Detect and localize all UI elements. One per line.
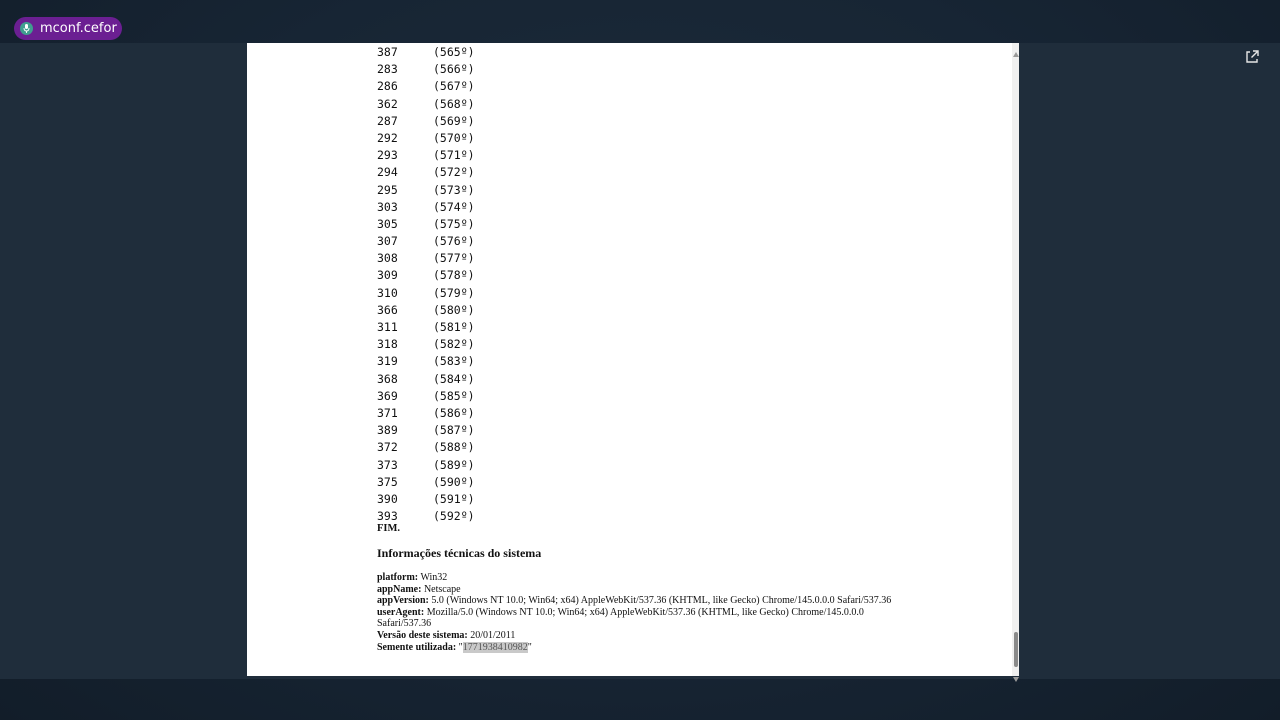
item-rank: (581º) <box>433 320 475 334</box>
item-number: 309 <box>377 268 398 283</box>
list-item <box>377 113 475 130</box>
item-number: 393 <box>377 509 398 524</box>
list-item <box>377 164 475 181</box>
list-item <box>377 336 475 353</box>
end-marker: FIM. <box>377 523 401 534</box>
platform-label: platform: <box>377 572 419 583</box>
list-item <box>377 371 475 388</box>
item-rank: (577º) <box>433 251 475 266</box>
item-rank: (584º) <box>433 371 475 386</box>
item-rank: (587º) <box>433 423 475 438</box>
version-line <box>377 630 897 642</box>
item-rank: (583º) <box>433 354 475 369</box>
item-number: 307 <box>377 234 398 249</box>
item-number: 292 <box>377 130 398 145</box>
document-scrollbar[interactable] <box>1012 43 1019 676</box>
item-number: 318 <box>377 337 398 352</box>
item-rank: (588º) <box>433 440 475 455</box>
appversion-value: 5.0 (Windows NT 10.0; Win64; x64) AppleWebKit/537.36 (KHTML, like Gecko) Chrome/145.0.0.0 Safari/537.36 <box>431 595 892 607</box>
list-item <box>377 216 475 233</box>
session-badge[interactable] <box>14 17 122 40</box>
item-rank: (585º) <box>433 388 475 403</box>
item-number: 389 <box>377 423 398 438</box>
seed-label: Semente utilizada: <box>377 641 457 653</box>
list-item <box>377 439 475 456</box>
item-rank: (566º) <box>433 62 475 77</box>
item-number: 390 <box>377 491 398 506</box>
list-item <box>377 388 475 405</box>
item-rank: (569º) <box>433 113 475 128</box>
item-rank: (574º) <box>433 199 475 214</box>
system-info <box>377 572 897 653</box>
version-value: 20/01/2011 <box>470 629 516 641</box>
item-number: 294 <box>377 165 398 180</box>
appversion-line <box>377 595 897 607</box>
item-rank: (572º) <box>433 165 475 180</box>
item-rank: (589º) <box>433 457 475 472</box>
scroll-up-arrow-icon[interactable] <box>1013 44 1019 62</box>
item-rank: (567º) <box>433 79 475 94</box>
item-number: 287 <box>377 113 398 128</box>
list-item <box>377 44 475 61</box>
item-number: 369 <box>377 388 398 403</box>
item-number: 295 <box>377 182 398 197</box>
item-number: 362 <box>377 96 398 111</box>
list-item <box>377 96 475 113</box>
platform-line <box>377 572 897 584</box>
appname-line <box>377 584 897 596</box>
useragent-label: userAgent: <box>377 606 425 618</box>
appname-label: appName: <box>377 583 422 595</box>
item-number: 283 <box>377 62 398 77</box>
list-item <box>377 233 475 250</box>
list-item <box>377 130 475 147</box>
list-item <box>377 78 475 95</box>
item-number: 310 <box>377 285 398 300</box>
item-number: 305 <box>377 216 398 231</box>
list-item <box>377 353 475 370</box>
item-number: 371 <box>377 405 398 420</box>
info-title: Informações técnicas do sistema <box>377 546 542 560</box>
item-number: 372 <box>377 440 398 455</box>
item-number: 308 <box>377 251 398 266</box>
item-rank: (578º) <box>433 268 475 283</box>
item-rank: (590º) <box>433 474 475 489</box>
item-number: 293 <box>377 148 398 163</box>
item-number: 311 <box>377 320 398 334</box>
scrollbar-thumb[interactable] <box>1014 632 1018 667</box>
item-rank: (592º) <box>433 509 475 524</box>
item-number: 286 <box>377 79 398 94</box>
microphone-icon <box>20 22 33 35</box>
list-item <box>377 250 475 267</box>
item-rank: (582º) <box>433 337 475 352</box>
item-number: 319 <box>377 354 398 369</box>
list-item <box>377 182 475 199</box>
external-link-icon[interactable] <box>1242 48 1262 66</box>
item-rank: (591º) <box>433 491 475 506</box>
item-rank: (570º) <box>433 130 475 145</box>
item-number: 303 <box>377 199 398 214</box>
item-rank: (571º) <box>433 148 475 163</box>
list-item <box>377 405 475 422</box>
item-number: 366 <box>377 302 398 317</box>
list-item <box>377 61 475 78</box>
scroll-down-arrow-icon[interactable] <box>1013 669 1019 687</box>
seed-value[interactable]: 1771938410982 <box>462 641 528 653</box>
list-item <box>377 474 475 491</box>
item-number: 373 <box>377 457 398 472</box>
list-item <box>377 491 475 508</box>
item-rank: (573º) <box>433 182 475 197</box>
appname-value: Netscape <box>423 583 461 595</box>
item-rank: (576º) <box>433 234 475 249</box>
item-number: 387 <box>377 45 398 59</box>
item-rank: (565º) <box>433 45 475 59</box>
list-item <box>377 147 475 164</box>
item-rank: (579º) <box>433 285 475 300</box>
useragent-line <box>377 607 897 630</box>
useragent-value: Mozilla/5.0 (Windows NT 10.0; Win64; x64) AppleWebKit/537.36 (KHTML, like Gecko) Chrome/145.0.0.0 Safari/537.36 <box>377 606 864 630</box>
item-rank: (568º) <box>433 96 475 111</box>
list-item <box>377 457 475 474</box>
session-title: mconf.cefor <box>40 21 117 36</box>
item-rank: (586º) <box>433 405 475 420</box>
item-rank: (580º) <box>433 302 475 317</box>
list-item <box>377 422 475 439</box>
list-item <box>377 199 475 216</box>
version-label: Versão deste sistema: <box>377 629 468 641</box>
item-number: 375 <box>377 474 398 489</box>
item-rank: (575º) <box>433 216 475 231</box>
item-number: 368 <box>377 371 398 386</box>
list-item <box>377 319 475 336</box>
seed-line: Semente utilizada: "1771938410982" <box>377 641 532 653</box>
list-item <box>377 285 475 302</box>
list-item <box>377 267 475 284</box>
shared-document <box>247 43 1019 676</box>
result-list <box>377 44 475 525</box>
list-item <box>377 302 475 319</box>
platform-value: Win32 <box>420 572 448 583</box>
appversion-label: appVersion: <box>377 595 429 607</box>
